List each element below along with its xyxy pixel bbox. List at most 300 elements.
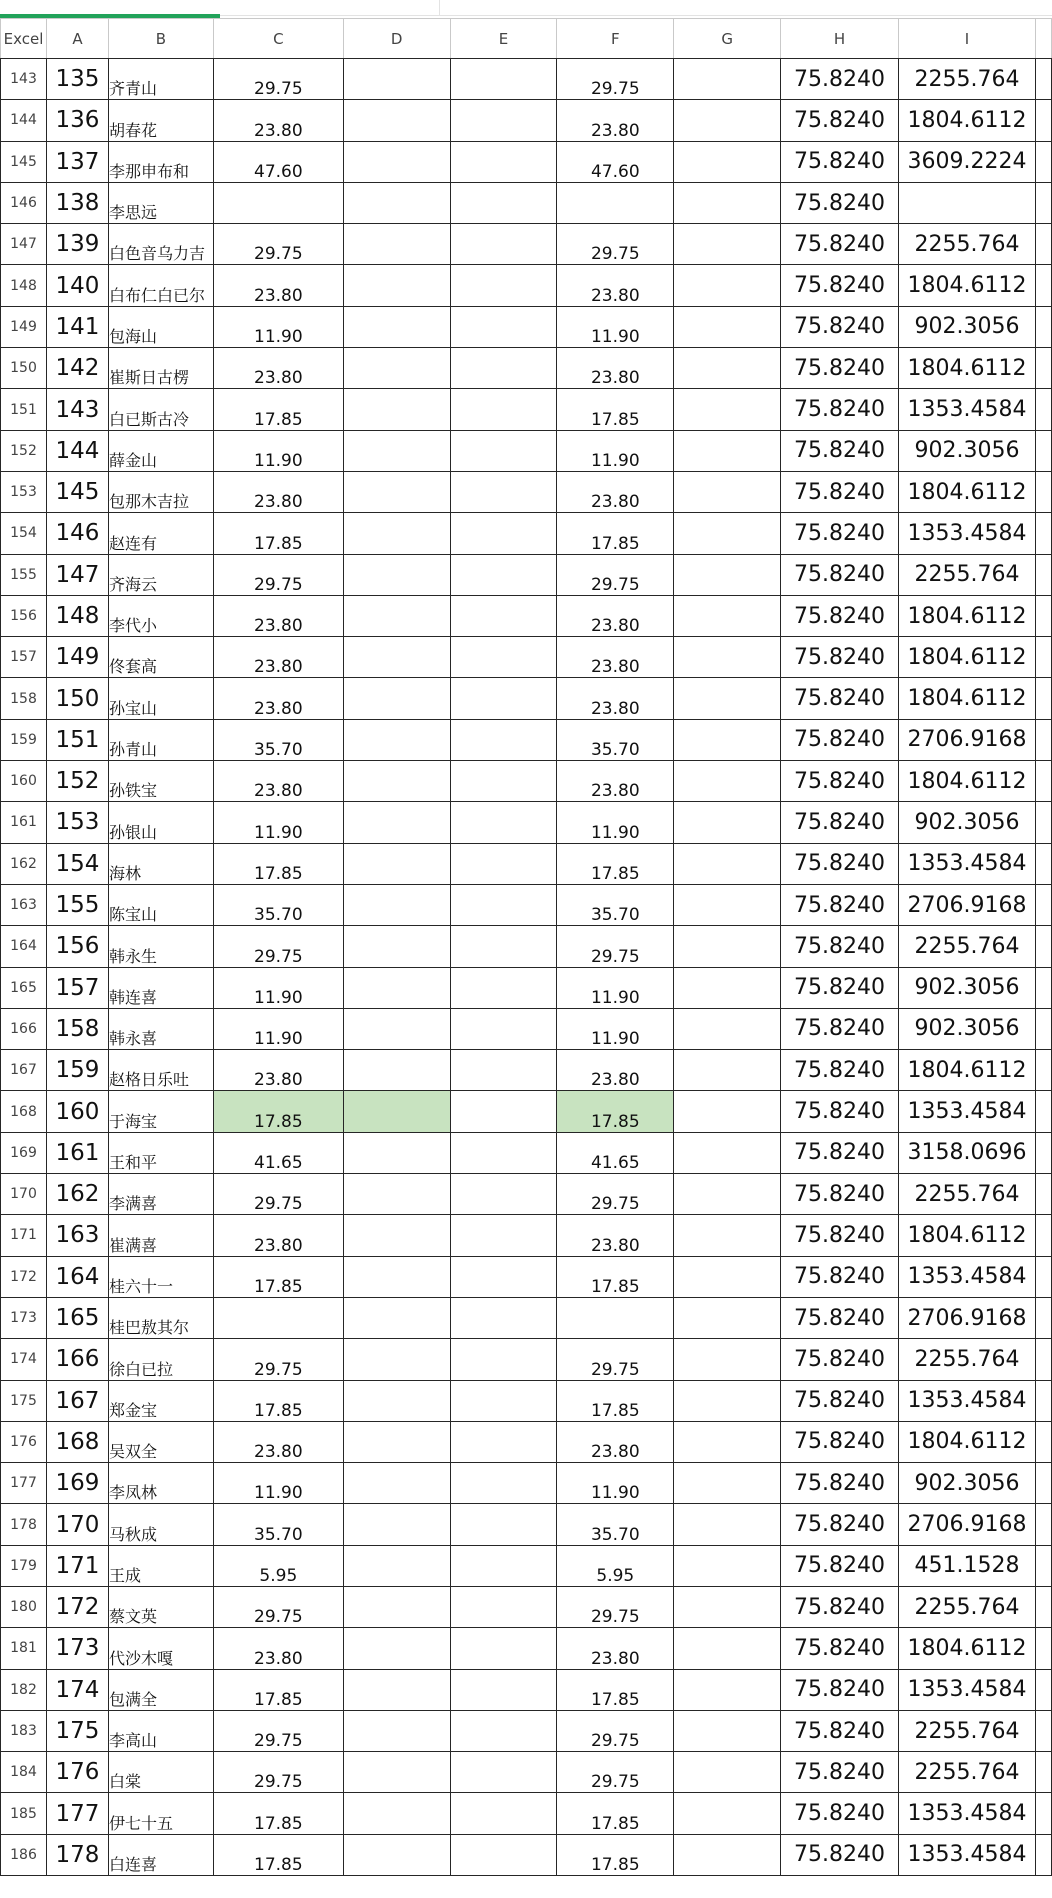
cell-h[interactable]: 75.8240 (781, 141, 899, 182)
cell-h[interactable]: 75.8240 (781, 1586, 899, 1627)
cell-d[interactable] (343, 595, 450, 636)
cell-a[interactable]: 156 (46, 926, 108, 967)
cell-h[interactable]: 75.8240 (781, 513, 899, 554)
cell-h[interactable]: 75.8240 (781, 1710, 899, 1751)
cell-g[interactable] (674, 761, 781, 802)
cell-i[interactable]: 2255.764 (899, 1710, 1036, 1751)
cell-f[interactable]: 17.85 (557, 1834, 674, 1875)
cell-g[interactable] (674, 884, 781, 925)
cell-b[interactable]: 孙银山 (108, 802, 213, 843)
cell-g[interactable] (674, 843, 781, 884)
cell-f[interactable]: 17.85 (557, 389, 674, 430)
cell-h[interactable]: 75.8240 (781, 1256, 899, 1297)
cell-c[interactable]: 23.80 (213, 100, 343, 141)
row-header[interactable]: 157 (1, 637, 47, 678)
cell-d[interactable] (343, 637, 450, 678)
cell-b[interactable]: 白色音乌力吉 (108, 224, 213, 265)
cell-h[interactable]: 75.8240 (781, 678, 899, 719)
cell-b[interactable]: 李那申布和 (108, 141, 213, 182)
cell-c[interactable]: 17.85 (213, 1091, 343, 1132)
cell-f[interactable]: 11.90 (557, 967, 674, 1008)
cell-i[interactable] (899, 182, 1036, 223)
row-header[interactable]: 171 (1, 1215, 47, 1256)
cell-d[interactable] (343, 348, 450, 389)
cell-c[interactable]: 35.70 (213, 719, 343, 760)
row-header[interactable]: 172 (1, 1256, 47, 1297)
cell-h[interactable]: 75.8240 (781, 1545, 899, 1586)
cell-b[interactable]: 桂巴敖其尔 (108, 1297, 213, 1338)
cell-a[interactable]: 150 (46, 678, 108, 719)
cell-e[interactable] (450, 430, 557, 471)
cell-b[interactable]: 王成 (108, 1545, 213, 1586)
cell-b[interactable]: 蔡文英 (108, 1586, 213, 1627)
cell-c[interactable]: 11.90 (213, 306, 343, 347)
row-header[interactable]: 174 (1, 1339, 47, 1380)
cell-c[interactable]: 23.80 (213, 1421, 343, 1462)
cell-f[interactable]: 29.75 (557, 224, 674, 265)
cell-h[interactable]: 75.8240 (781, 595, 899, 636)
cell-d[interactable] (343, 1256, 450, 1297)
cell-e[interactable] (450, 389, 557, 430)
cell-g[interactable] (674, 1174, 781, 1215)
cell-d[interactable] (343, 1008, 450, 1049)
column-header-e[interactable]: E (450, 19, 557, 59)
cell-a[interactable]: 171 (46, 1545, 108, 1586)
cell-a[interactable]: 177 (46, 1793, 108, 1834)
cell-e[interactable] (450, 265, 557, 306)
cell-h[interactable]: 75.8240 (781, 224, 899, 265)
row-header[interactable]: 159 (1, 719, 47, 760)
cell-d[interactable] (343, 554, 450, 595)
cell-a[interactable]: 154 (46, 843, 108, 884)
cell-b[interactable]: 李思远 (108, 182, 213, 223)
cell-h[interactable]: 75.8240 (781, 1132, 899, 1173)
cell-b[interactable]: 韩永喜 (108, 1008, 213, 1049)
cell-c[interactable]: 47.60 (213, 141, 343, 182)
cell-f[interactable]: 23.80 (557, 761, 674, 802)
cell-e[interactable] (450, 1421, 557, 1462)
cell-f[interactable]: 35.70 (557, 884, 674, 925)
cell-i[interactable]: 902.3056 (899, 1008, 1036, 1049)
cell-i[interactable]: 1804.6112 (899, 761, 1036, 802)
row-header[interactable]: 150 (1, 348, 47, 389)
cell-b[interactable]: 孙青山 (108, 719, 213, 760)
cell-c[interactable]: 29.75 (213, 554, 343, 595)
cell-g[interactable] (674, 389, 781, 430)
cell-h[interactable]: 75.8240 (781, 430, 899, 471)
cell-g[interactable] (674, 348, 781, 389)
cell-f[interactable] (557, 182, 674, 223)
cell-f[interactable]: 17.85 (557, 1793, 674, 1834)
cell-h[interactable]: 75.8240 (781, 100, 899, 141)
cell-e[interactable] (450, 1132, 557, 1173)
row-header[interactable]: 176 (1, 1421, 47, 1462)
cell-f[interactable]: 47.60 (557, 141, 674, 182)
cell-i[interactable]: 902.3056 (899, 430, 1036, 471)
cell-h[interactable]: 75.8240 (781, 554, 899, 595)
cell-i[interactable]: 1353.4584 (899, 1834, 1036, 1875)
row-header[interactable]: 161 (1, 802, 47, 843)
row-header[interactable]: 154 (1, 513, 47, 554)
cell-g[interactable] (674, 471, 781, 512)
cell-e[interactable] (450, 719, 557, 760)
cell-e[interactable] (450, 1669, 557, 1710)
cell-g[interactable] (674, 1297, 781, 1338)
cell-e[interactable] (450, 1256, 557, 1297)
cell-i[interactable]: 2255.764 (899, 59, 1036, 100)
cell-g[interactable] (674, 1834, 781, 1875)
cell-c[interactable]: 11.90 (213, 1008, 343, 1049)
cell-c[interactable]: 41.65 (213, 1132, 343, 1173)
cell-g[interactable] (674, 678, 781, 719)
cell-i[interactable]: 1353.4584 (899, 389, 1036, 430)
cell-d[interactable] (343, 306, 450, 347)
cell-e[interactable] (450, 306, 557, 347)
cell-a[interactable]: 164 (46, 1256, 108, 1297)
cell-i[interactable]: 1804.6112 (899, 1421, 1036, 1462)
cell-a[interactable]: 143 (46, 389, 108, 430)
cell-h[interactable]: 75.8240 (781, 802, 899, 843)
cell-f[interactable]: 29.75 (557, 59, 674, 100)
cell-a[interactable]: 139 (46, 224, 108, 265)
cell-a[interactable]: 163 (46, 1215, 108, 1256)
cell-g[interactable] (674, 1339, 781, 1380)
cell-c[interactable]: 23.80 (213, 265, 343, 306)
cell-g[interactable] (674, 802, 781, 843)
cell-b[interactable]: 桂六十一 (108, 1256, 213, 1297)
cell-g[interactable] (674, 1132, 781, 1173)
cell-i[interactable]: 2255.764 (899, 1174, 1036, 1215)
cell-e[interactable] (450, 926, 557, 967)
cell-c[interactable]: 17.85 (213, 1256, 343, 1297)
cell-e[interactable] (450, 1793, 557, 1834)
cell-i[interactable]: 1353.4584 (899, 1669, 1036, 1710)
column-header-f[interactable]: F (557, 19, 674, 59)
row-header[interactable]: 163 (1, 884, 47, 925)
cell-a[interactable]: 135 (46, 59, 108, 100)
cell-i[interactable]: 1804.6112 (899, 678, 1036, 719)
cell-g[interactable] (674, 1752, 781, 1793)
row-header[interactable]: 143 (1, 59, 47, 100)
cell-b[interactable]: 海林 (108, 843, 213, 884)
row-header[interactable]: 164 (1, 926, 47, 967)
cell-d[interactable] (343, 1091, 450, 1132)
row-header[interactable]: 155 (1, 554, 47, 595)
cell-b[interactable]: 佟套高 (108, 637, 213, 678)
row-header[interactable]: 145 (1, 141, 47, 182)
cell-i[interactable]: 1353.4584 (899, 513, 1036, 554)
cell-a[interactable]: 166 (46, 1339, 108, 1380)
cell-c[interactable]: 17.85 (213, 513, 343, 554)
cell-g[interactable] (674, 513, 781, 554)
cell-c[interactable]: 29.75 (213, 1339, 343, 1380)
cell-d[interactable] (343, 802, 450, 843)
cell-i[interactable]: 2255.764 (899, 1752, 1036, 1793)
cell-f[interactable]: 29.75 (557, 1586, 674, 1627)
cell-a[interactable]: 155 (46, 884, 108, 925)
cell-i[interactable]: 1353.4584 (899, 1793, 1036, 1834)
cell-h[interactable]: 75.8240 (781, 1463, 899, 1504)
row-header[interactable]: 178 (1, 1504, 47, 1545)
cell-g[interactable] (674, 926, 781, 967)
cell-g[interactable] (674, 182, 781, 223)
cell-b[interactable]: 白连喜 (108, 1834, 213, 1875)
cell-b[interactable]: 马秋成 (108, 1504, 213, 1545)
cell-d[interactable] (343, 843, 450, 884)
cell-f[interactable] (557, 1297, 674, 1338)
cell-d[interactable] (343, 1174, 450, 1215)
cell-e[interactable] (450, 967, 557, 1008)
column-header-d[interactable]: D (343, 19, 450, 59)
cell-g[interactable] (674, 1793, 781, 1834)
cell-f[interactable]: 17.85 (557, 843, 674, 884)
row-header[interactable]: 160 (1, 761, 47, 802)
row-header[interactable]: 177 (1, 1463, 47, 1504)
row-header[interactable]: 173 (1, 1297, 47, 1338)
cell-d[interactable] (343, 678, 450, 719)
column-header-h[interactable]: H (781, 19, 899, 59)
cell-b[interactable]: 王和平 (108, 1132, 213, 1173)
cell-f[interactable]: 29.75 (557, 1752, 674, 1793)
cell-b[interactable]: 赵连有 (108, 513, 213, 554)
cell-i[interactable]: 2255.764 (899, 1339, 1036, 1380)
cell-h[interactable]: 75.8240 (781, 637, 899, 678)
row-header[interactable]: 162 (1, 843, 47, 884)
cell-f[interactable]: 11.90 (557, 430, 674, 471)
cell-i[interactable]: 1804.6112 (899, 265, 1036, 306)
cell-d[interactable] (343, 1421, 450, 1462)
cell-c[interactable]: 23.80 (213, 595, 343, 636)
cell-e[interactable] (450, 1504, 557, 1545)
cell-i[interactable]: 902.3056 (899, 967, 1036, 1008)
cell-b[interactable]: 白已斯古冷 (108, 389, 213, 430)
cell-b[interactable]: 崔斯日古楞 (108, 348, 213, 389)
cell-a[interactable]: 148 (46, 595, 108, 636)
row-header[interactable]: 166 (1, 1008, 47, 1049)
cell-i[interactable]: 1804.6112 (899, 1628, 1036, 1669)
cell-e[interactable] (450, 678, 557, 719)
cell-e[interactable] (450, 1834, 557, 1875)
cell-g[interactable] (674, 306, 781, 347)
cell-a[interactable]: 152 (46, 761, 108, 802)
row-header[interactable]: 170 (1, 1174, 47, 1215)
cell-d[interactable] (343, 1297, 450, 1338)
cell-d[interactable] (343, 471, 450, 512)
row-header[interactable]: 153 (1, 471, 47, 512)
cell-i[interactable]: 2255.764 (899, 926, 1036, 967)
cell-f[interactable]: 23.80 (557, 471, 674, 512)
cell-c[interactable]: 17.85 (213, 389, 343, 430)
cell-h[interactable]: 75.8240 (781, 1793, 899, 1834)
cell-e[interactable] (450, 141, 557, 182)
cell-a[interactable]: 153 (46, 802, 108, 843)
cell-h[interactable]: 75.8240 (781, 761, 899, 802)
cell-g[interactable] (674, 59, 781, 100)
cell-d[interactable] (343, 182, 450, 223)
cell-f[interactable]: 17.85 (557, 1669, 674, 1710)
cell-h[interactable]: 75.8240 (781, 884, 899, 925)
cell-h[interactable]: 75.8240 (781, 1008, 899, 1049)
cell-a[interactable]: 161 (46, 1132, 108, 1173)
cell-i[interactable]: 1804.6112 (899, 1215, 1036, 1256)
cell-e[interactable] (450, 1050, 557, 1091)
cell-i[interactable]: 902.3056 (899, 802, 1036, 843)
cell-i[interactable]: 3609.2224 (899, 141, 1036, 182)
cell-b[interactable]: 李高山 (108, 1710, 213, 1751)
cell-e[interactable] (450, 1586, 557, 1627)
cell-i[interactable]: 1353.4584 (899, 1380, 1036, 1421)
cell-i[interactable]: 1804.6112 (899, 471, 1036, 512)
cell-e[interactable] (450, 884, 557, 925)
cell-a[interactable]: 175 (46, 1710, 108, 1751)
row-header[interactable]: 183 (1, 1710, 47, 1751)
cell-d[interactable] (343, 1050, 450, 1091)
cell-d[interactable] (343, 1504, 450, 1545)
cell-f[interactable]: 29.75 (557, 1174, 674, 1215)
cell-b[interactable]: 白棠 (108, 1752, 213, 1793)
cell-c[interactable]: 29.75 (213, 59, 343, 100)
cell-h[interactable]: 75.8240 (781, 1297, 899, 1338)
cell-b[interactable]: 包那木吉拉 (108, 471, 213, 512)
cell-e[interactable] (450, 1091, 557, 1132)
cell-i[interactable]: 2706.9168 (899, 1297, 1036, 1338)
cell-b[interactable]: 韩连喜 (108, 967, 213, 1008)
cell-i[interactable]: 2706.9168 (899, 1504, 1036, 1545)
row-header[interactable]: 179 (1, 1545, 47, 1586)
cell-e[interactable] (450, 1008, 557, 1049)
cell-h[interactable]: 75.8240 (781, 306, 899, 347)
cell-e[interactable] (450, 224, 557, 265)
cell-c[interactable]: 17.85 (213, 1669, 343, 1710)
cell-c[interactable]: 23.80 (213, 637, 343, 678)
cell-e[interactable] (450, 1215, 557, 1256)
cell-g[interactable] (674, 100, 781, 141)
cell-i[interactable]: 2255.764 (899, 1586, 1036, 1627)
cell-e[interactable] (450, 1710, 557, 1751)
cell-c[interactable]: 11.90 (213, 1463, 343, 1504)
cell-a[interactable]: 170 (46, 1504, 108, 1545)
cell-g[interactable] (674, 1008, 781, 1049)
cell-e[interactable] (450, 554, 557, 595)
cell-g[interactable] (674, 1586, 781, 1627)
cell-i[interactable]: 1353.4584 (899, 1256, 1036, 1297)
cell-b[interactable]: 李凤林 (108, 1463, 213, 1504)
cell-d[interactable] (343, 141, 450, 182)
cell-e[interactable] (450, 1174, 557, 1215)
cell-h[interactable]: 75.8240 (781, 389, 899, 430)
cell-c[interactable]: 29.75 (213, 1174, 343, 1215)
cell-c[interactable]: 29.75 (213, 224, 343, 265)
cell-g[interactable] (674, 1710, 781, 1751)
cell-c[interactable]: 23.80 (213, 471, 343, 512)
cell-c[interactable]: 11.90 (213, 967, 343, 1008)
row-header[interactable]: 180 (1, 1586, 47, 1627)
cell-b[interactable]: 韩永生 (108, 926, 213, 967)
cell-f[interactable]: 23.80 (557, 1215, 674, 1256)
cell-c[interactable]: 23.80 (213, 1628, 343, 1669)
row-header[interactable]: 181 (1, 1628, 47, 1669)
cell-e[interactable] (450, 843, 557, 884)
cell-g[interactable] (674, 430, 781, 471)
cell-a[interactable]: 169 (46, 1463, 108, 1504)
cell-a[interactable]: 172 (46, 1586, 108, 1627)
cell-f[interactable]: 23.80 (557, 1628, 674, 1669)
cell-c[interactable]: 29.75 (213, 1586, 343, 1627)
cell-c[interactable]: 35.70 (213, 884, 343, 925)
cell-c[interactable]: 23.80 (213, 678, 343, 719)
cell-e[interactable] (450, 595, 557, 636)
cell-g[interactable] (674, 1091, 781, 1132)
cell-h[interactable]: 75.8240 (781, 926, 899, 967)
cell-c[interactable]: 29.75 (213, 1710, 343, 1751)
row-header[interactable]: 152 (1, 430, 47, 471)
cell-f[interactable]: 23.80 (557, 595, 674, 636)
cell-e[interactable] (450, 59, 557, 100)
cell-a[interactable]: 140 (46, 265, 108, 306)
cell-e[interactable] (450, 100, 557, 141)
cell-b[interactable]: 代沙木嘎 (108, 1628, 213, 1669)
cell-g[interactable] (674, 967, 781, 1008)
cell-b[interactable]: 陈宝山 (108, 884, 213, 925)
cell-g[interactable] (674, 637, 781, 678)
cell-e[interactable] (450, 802, 557, 843)
cell-h[interactable]: 75.8240 (781, 1339, 899, 1380)
row-header[interactable]: 148 (1, 265, 47, 306)
row-header[interactable]: 167 (1, 1050, 47, 1091)
cell-d[interactable] (343, 1628, 450, 1669)
cell-g[interactable] (674, 1380, 781, 1421)
row-header[interactable]: 186 (1, 1834, 47, 1875)
cell-e[interactable] (450, 637, 557, 678)
cell-g[interactable] (674, 1050, 781, 1091)
cell-a[interactable]: 173 (46, 1628, 108, 1669)
cell-a[interactable]: 174 (46, 1669, 108, 1710)
column-header-i[interactable]: I (899, 19, 1036, 59)
cell-e[interactable] (450, 1752, 557, 1793)
cell-f[interactable]: 29.75 (557, 1339, 674, 1380)
cell-f[interactable]: 17.85 (557, 1091, 674, 1132)
cell-i[interactable]: 2706.9168 (899, 884, 1036, 925)
row-header[interactable]: 169 (1, 1132, 47, 1173)
cell-i[interactable]: 902.3056 (899, 1463, 1036, 1504)
cell-f[interactable]: 23.80 (557, 348, 674, 389)
cell-b[interactable]: 崔满喜 (108, 1215, 213, 1256)
cell-g[interactable] (674, 1545, 781, 1586)
cell-i[interactable]: 2255.764 (899, 224, 1036, 265)
cell-h[interactable]: 75.8240 (781, 265, 899, 306)
cell-a[interactable]: 165 (46, 1297, 108, 1338)
cell-g[interactable] (674, 1628, 781, 1669)
cell-d[interactable] (343, 1586, 450, 1627)
cell-g[interactable] (674, 224, 781, 265)
cell-a[interactable]: 151 (46, 719, 108, 760)
cell-h[interactable]: 75.8240 (781, 1380, 899, 1421)
cell-a[interactable]: 167 (46, 1380, 108, 1421)
cell-d[interactable] (343, 761, 450, 802)
cell-b[interactable]: 赵格日乐吐 (108, 1050, 213, 1091)
cell-f[interactable]: 11.90 (557, 1008, 674, 1049)
active-sheet-tab[interactable] (0, 0, 220, 18)
cell-d[interactable] (343, 389, 450, 430)
row-header[interactable]: 185 (1, 1793, 47, 1834)
cell-f[interactable]: 5.95 (557, 1545, 674, 1586)
cell-a[interactable]: 144 (46, 430, 108, 471)
row-header[interactable]: 184 (1, 1752, 47, 1793)
cell-a[interactable]: 136 (46, 100, 108, 141)
cell-d[interactable] (343, 1545, 450, 1586)
cell-f[interactable]: 23.80 (557, 637, 674, 678)
cell-d[interactable] (343, 926, 450, 967)
